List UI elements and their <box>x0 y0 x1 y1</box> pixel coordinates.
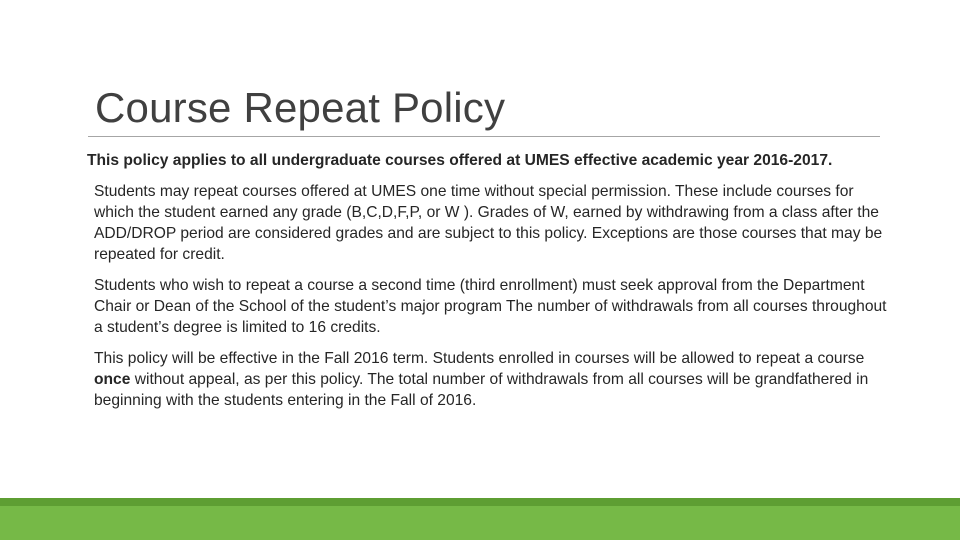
emphasis-once: once <box>94 371 131 388</box>
footer-accent-stripe <box>0 498 960 506</box>
paragraph-3-text-before: This policy will be effective in the Fall 2016 term. Students enrolled in courses will be allowed to repeat a course <box>94 350 865 367</box>
title-divider <box>88 136 880 137</box>
policy-paragraph-3 <box>94 348 887 411</box>
policy-paragraph-1: Students may repeat courses offered at UMES one time without special permission. These include courses for which the student earned any grade (B,C,D,F,P, or W ). Grades of W, earned by withdrawing from a class after the ADD/DROP period are considered grades and are subject to this policy. Exceptions are those courses that may be repeated for credit. <box>94 183 883 263</box>
lead-statement: This policy applies to all undergraduate courses offered at UMES effective academic year 2016-2017. <box>87 152 833 169</box>
policy-paragraph-2: Students who wish to repeat a course a second time (third enrollment) must seek approval from the Department Chair or Dean of the School of the student’s major program The number of withdrawals from all courses throughout a student’s degree is limited to 16 credits. <box>94 277 887 336</box>
slide-title: Course Repeat Policy <box>95 84 506 131</box>
paragraph-3-text-after: without appeal, as per this policy. The total number of withdrawals from all courses will be grandfathered in beginning with the students entering in the Fall of 2016. <box>94 371 869 409</box>
slide-body <box>87 150 887 421</box>
